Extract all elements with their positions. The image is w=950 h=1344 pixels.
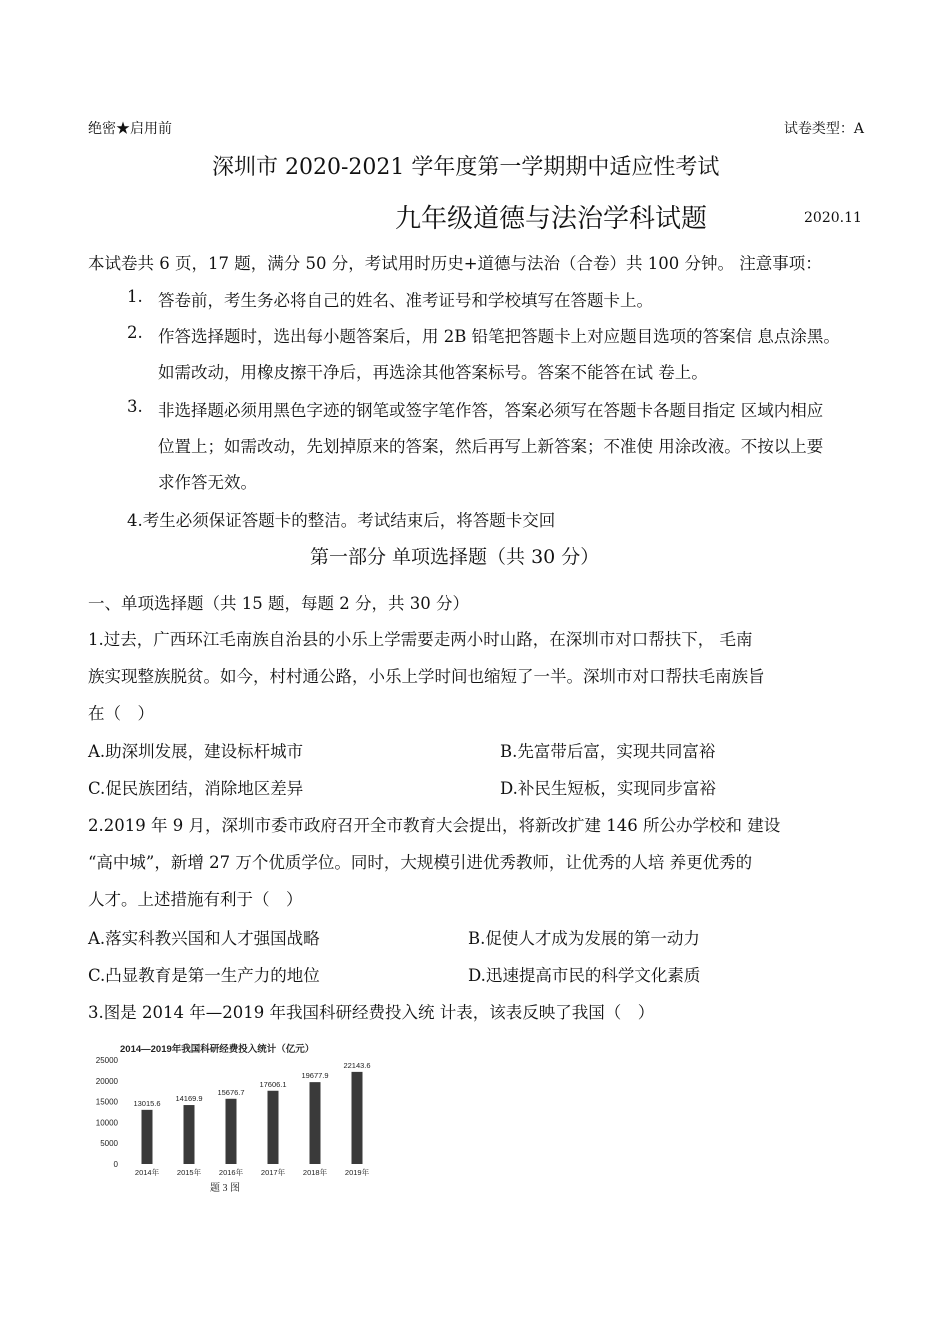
bar xyxy=(352,1072,363,1164)
note-text: 非选择题必须用黑色字迹的钢笔或签字笔作答，答案必须写在答题卡各题目指定 区域内相应 xyxy=(158,401,824,420)
x-tick-label: 2019年 xyxy=(344,1168,370,1177)
bar xyxy=(268,1091,279,1164)
note-text: 求作答无效。 xyxy=(158,473,257,492)
note-text: 答卷前，考生务必将自己的姓名、准考证号和学校填写在答题卡上。 xyxy=(158,291,653,310)
note-number: 1. xyxy=(127,287,143,306)
intro-line: 本试卷共 6 页，17 题，满分 50 分，考试用时历史+道德与法治（合卷）共 100 分钟。 注意事项： xyxy=(88,254,822,273)
question-1-option-b: B.先富带后富，实现共同富裕 xyxy=(500,742,716,761)
section-heading: 一、单项选择题（共 15 题，每题 2 分，共 30 分） xyxy=(88,594,469,613)
question-1-stem: 在（ ） xyxy=(88,704,154,723)
bar-value-label: 17606.1 xyxy=(259,1079,287,1089)
y-tick-label: 10000 xyxy=(95,1118,118,1128)
bar xyxy=(142,1110,153,1164)
note-text: 如需改动，用橡皮擦干净后，再选涂其他答案标号。答案不能答在试 卷上。 xyxy=(158,363,708,382)
chart-svg xyxy=(88,1042,388,1197)
question-1-stem: 族实现整族脱贫。如今，村村通公路，小乐上学时间也缩短了一半。深圳市对口帮扶毛南族旨 xyxy=(88,667,765,686)
x-tick-label: 2018年 xyxy=(302,1168,328,1177)
question-2-stem: “高中城”，新增 27 万个优质学位。同时，大规模引进优秀教师，让优秀的人培 养更优秀的 xyxy=(88,853,753,872)
question-1-stem: 1.过去，广西环江毛南族自治县的小乐上学需要走两小时山路，在深圳市对口帮扶下， 毛南 xyxy=(88,630,753,649)
bar-value-label: 15676.7 xyxy=(217,1087,245,1097)
note-number: 2. xyxy=(127,323,143,342)
bar xyxy=(184,1105,195,1164)
y-tick-label: 15000 xyxy=(95,1097,118,1107)
question-2-option-c: C.凸显教育是第一生产力的地位 xyxy=(88,966,320,985)
paper-type-label: 试卷类型：A xyxy=(783,121,864,137)
question-2-option-b: B.促使人才成为发展的第一动力 xyxy=(468,929,700,948)
question-1-option-c: C.促民族团结，消除地区差异 xyxy=(88,779,304,798)
question-2-stem: 2.2019 年 9 月，深圳市委市政府召开全市教育大会提出，将新改扩建 146 所公办学校和 建设 xyxy=(88,816,781,835)
part-title: 第一部分 单项选择题（共 30 分） xyxy=(310,546,600,568)
research-funding-chart xyxy=(88,1042,388,1197)
note-text: 作答选择题时，选出每小题答案后，用 2B 铅笔把答题卡上对应题目选项的答案信 息点涂黑。 xyxy=(158,327,840,346)
y-tick-label: 5000 xyxy=(100,1139,118,1149)
question-1-option-a: A.助深圳发展，建设标杆城市 xyxy=(88,742,304,761)
bar-value-label: 13015.6 xyxy=(133,1098,161,1108)
subject-title: 九年级道德与法治学科试题 xyxy=(395,204,708,234)
chart-caption: 题 3 图 xyxy=(210,1183,240,1194)
bar xyxy=(310,1082,321,1164)
bar-value-label: 22143.6 xyxy=(343,1060,371,1070)
bar xyxy=(226,1099,237,1164)
x-tick-label: 2016年 xyxy=(218,1168,244,1177)
note-number: 3. xyxy=(127,397,143,416)
y-tick-label: 0 xyxy=(113,1160,118,1169)
y-tick-label: 20000 xyxy=(95,1076,118,1086)
question-2-option-a: A.落实科教兴国和人才强国战略 xyxy=(88,929,320,948)
chart-title: 2014—2019年我国科研经费投入统计（亿元） xyxy=(120,1044,315,1055)
bar-value-label: 14169.9 xyxy=(175,1094,203,1104)
x-tick-label: 2015年 xyxy=(176,1168,202,1177)
y-tick-label: 25000 xyxy=(95,1056,118,1065)
question-1-option-d: D.补民生短板，实现同步富裕 xyxy=(500,779,716,798)
exam-date: 2020.11 xyxy=(804,210,862,226)
note-text: 位置上；如需改动，先划掉原来的答案，然后再写上新答案；不准使 用涂改液。不按以上要 xyxy=(158,437,824,456)
x-tick-label: 2017年 xyxy=(260,1168,286,1177)
exam-title: 深圳市 2020-2021 学年度第一学期期中适应性考试 xyxy=(212,155,720,180)
confidential-label: 绝密★启用前 xyxy=(88,121,172,137)
x-tick-label: 2014年 xyxy=(134,1168,160,1177)
question-2-option-d: D.迅速提高市民的科学文化素质 xyxy=(468,966,701,985)
question-2-stem: 人才。上述措施有利于（ ） xyxy=(88,890,303,909)
bar-value-label: 19677.9 xyxy=(301,1071,329,1081)
question-3-stem: 3.图是 2014 年—2019 年我国科研经费投入统 计表，该表反映了我国（ ） xyxy=(88,1003,655,1022)
note-4: 4.考生必须保证答题卡的整洁。考试结束后，将答题卡交回 xyxy=(127,511,556,530)
